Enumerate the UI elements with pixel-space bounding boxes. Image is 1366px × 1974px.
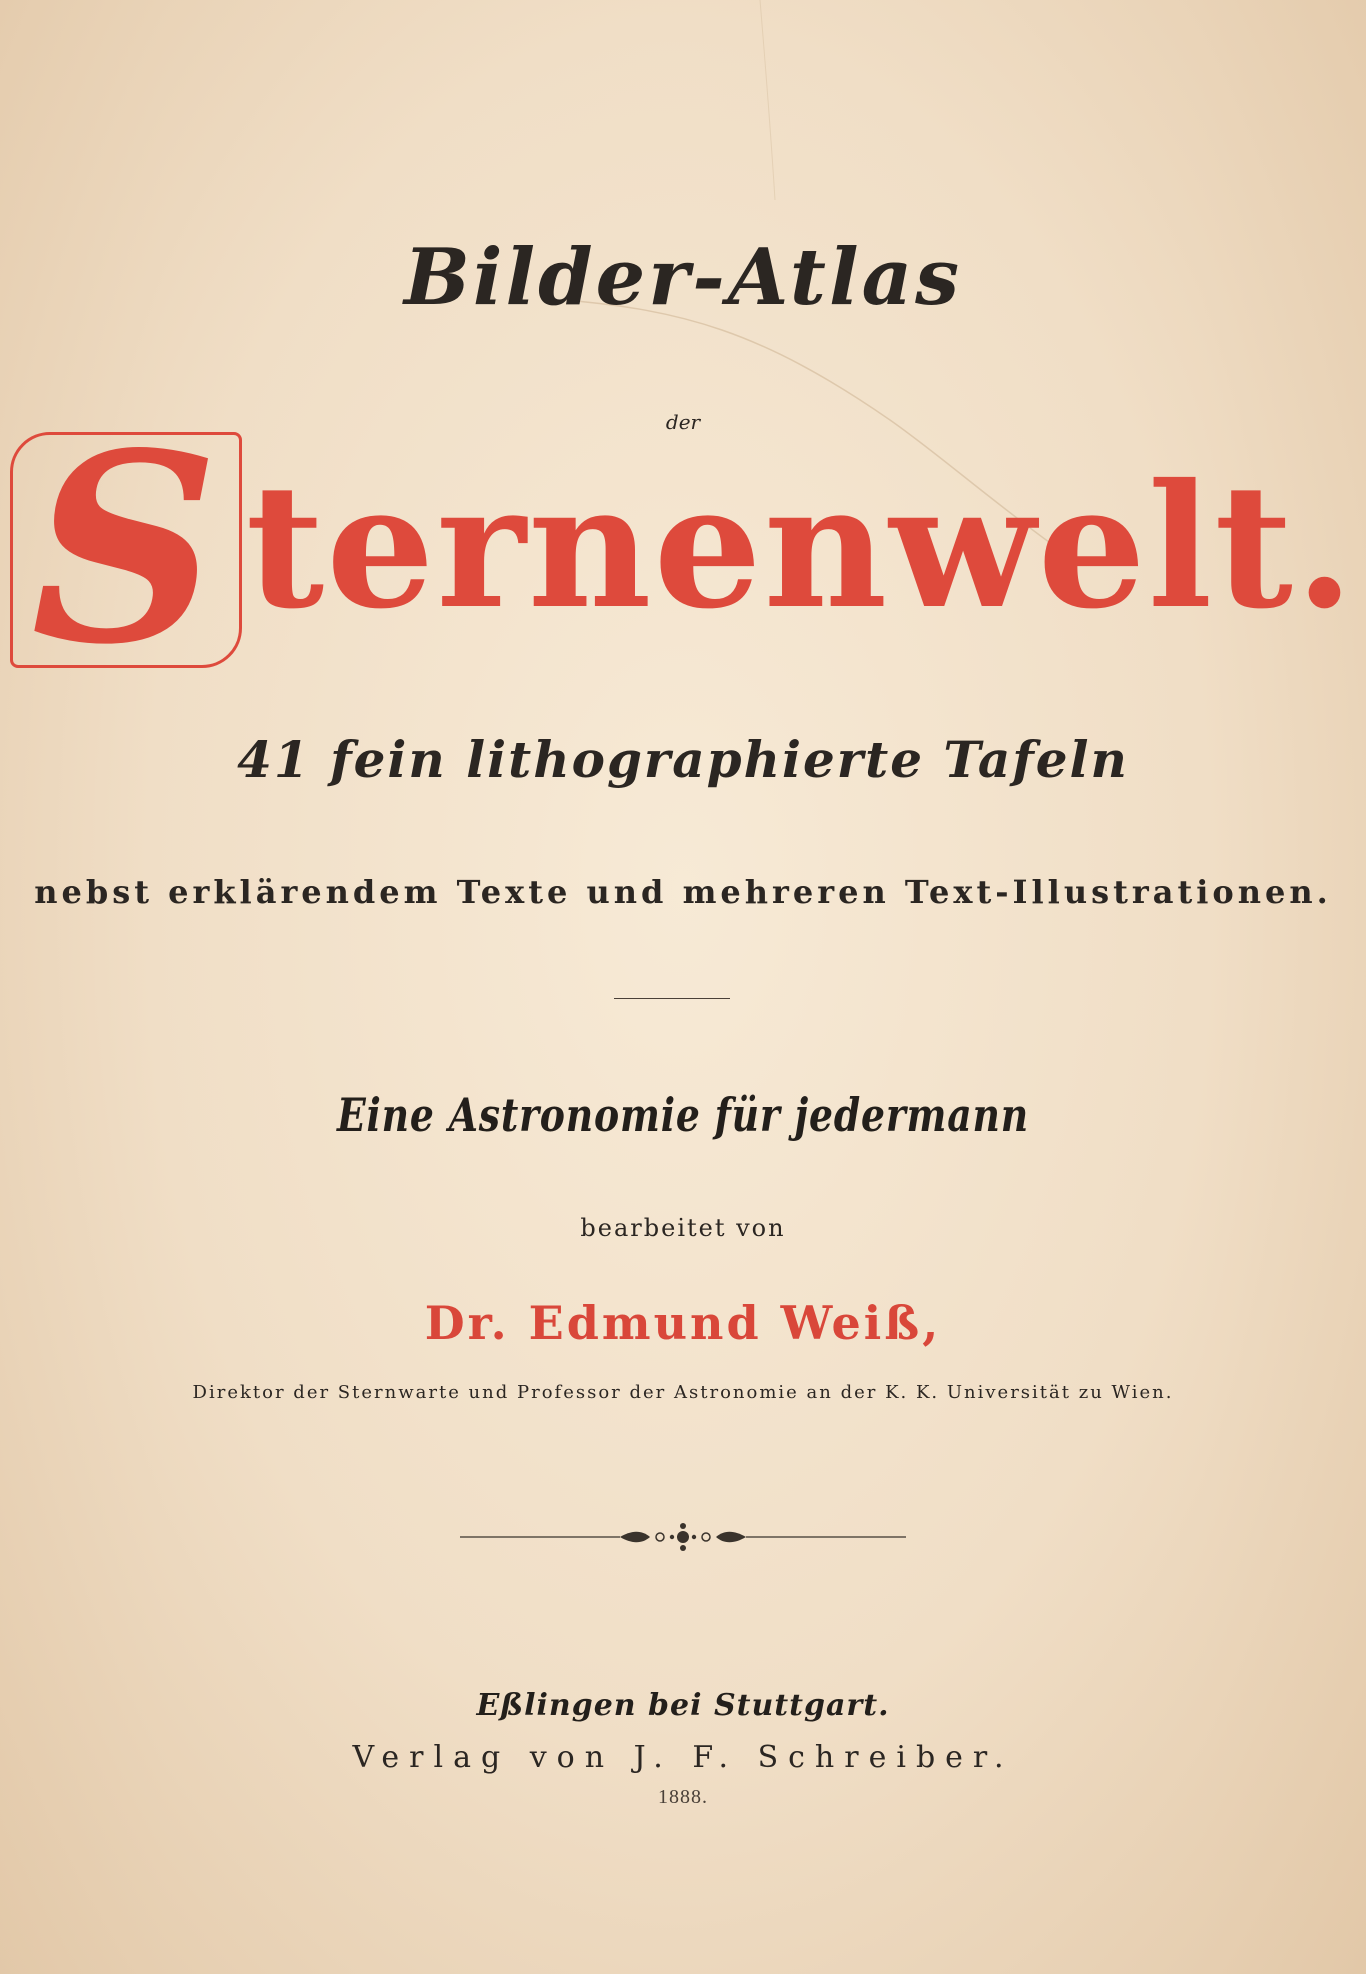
plates-line: 41 fein lithographierte Tafeln — [237, 730, 1129, 789]
publication-year: 1888. — [658, 1786, 708, 1808]
title-connector: der — [665, 410, 701, 434]
author-name: Dr. Edmund Weiß, — [424, 1296, 942, 1350]
author-role: Direktor der Sternwarte und Professor der Astronomie an der K. K. Universität zu Wien. — [192, 1382, 1174, 1403]
edited-by: bearbeitet von — [580, 1214, 786, 1242]
publication-place: Eßlingen bei Stuttgart. — [476, 1688, 890, 1723]
main-title-rest: ternenwelt. — [245, 447, 1357, 647]
decorated-initial: S — [10, 432, 242, 668]
tagline: Eine Astronomie für jedermann — [336, 1088, 1030, 1142]
divider-rule — [614, 998, 730, 999]
publisher: Verlag von J. F. Schreiber. — [352, 1740, 1014, 1775]
book-title: Bilder-Atlas — [403, 232, 963, 323]
subtitle: nebst erklärendem Texte und mehreren Text-Illustrationen. — [34, 873, 1332, 911]
ornament-divider — [460, 1522, 906, 1552]
